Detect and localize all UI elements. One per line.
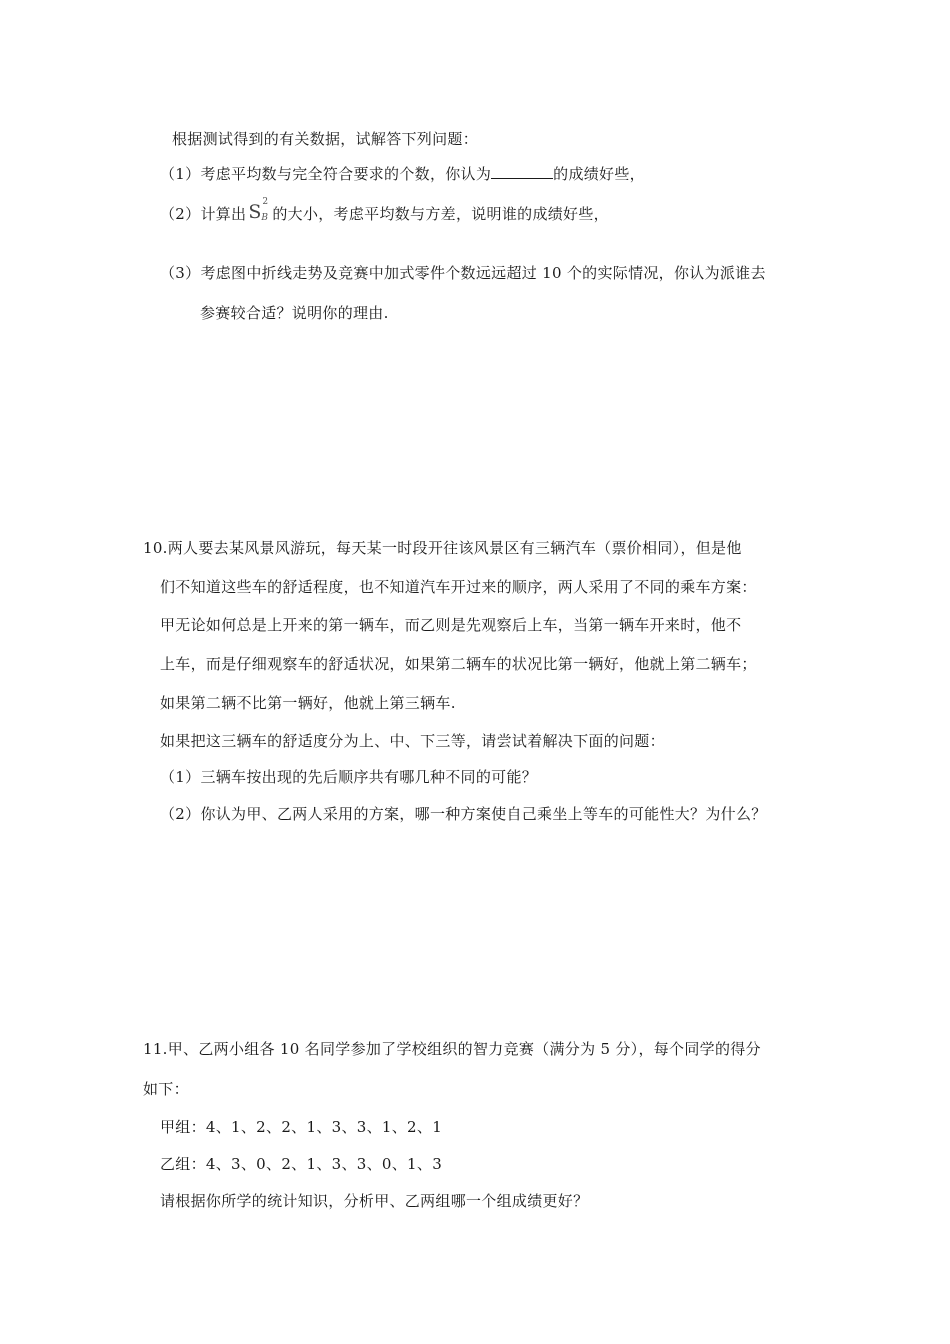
q10-line2: 们不知道这些车的舒适程度，也不知道汽车开过来的顺序，两人采用了不同的乘车方案： <box>160 578 757 596</box>
q10-line3: 甲无论如何总是上开来的第一辆车，而乙则是先观察后上车，当第一辆车开来时，他不 <box>160 616 742 634</box>
q9-part2-text-after: 的大小，考虑平均数与方差，说明谁的成绩好些， <box>272 205 609 223</box>
q11-group-yi-scores: 乙组：4、3、0、2、1、3、3、0、1、3 <box>160 1155 443 1173</box>
q9-part1-text-after: 的成绩好些， <box>553 165 645 183</box>
q9-part3-line2: 参赛较合适？说明你的理由. <box>200 304 389 322</box>
q9-part3-line1: （3）考虑图中折线走势及竞赛中加式零件个数远远超过 10 个的实际情况，你认为派谁去 <box>160 264 766 282</box>
q10-line4: 上车，而是仔细观察车的舒适状况，如果第二辆车的状况比第一辆好，他就上第二辆车； <box>160 655 757 673</box>
q10-line1: 10.两人要去某风景风游玩，每天某一时段开往该风景区有三辆汽车（票价相同），但是他 <box>143 539 742 557</box>
q9-part2-text-before: （2）计算出 <box>160 205 247 223</box>
q10-part2: （2）你认为甲、乙两人采用的方案，哪一种方案使自己乘坐上等车的可能性大？为什么？ <box>160 805 767 823</box>
q11-line2: 如下： <box>143 1080 189 1098</box>
q9-part2 <box>160 197 609 224</box>
q10-part1: （1）三辆车按出现的先后顺序共有哪几种不同的可能？ <box>160 768 538 786</box>
q9-part1-text-before: （1）考虑平均数与完全符合要求的个数，你认为 <box>160 165 492 183</box>
variance-symbol: S 2 B <box>248 197 269 223</box>
q10-line5: 如果第二辆不比第一辆好，他就上第三辆车. <box>160 694 456 712</box>
q9-intro: 根据测试得到的有关数据，试解答下列问题： <box>172 130 479 148</box>
answer-blank[interactable] <box>491 164 553 179</box>
q9-part1 <box>160 163 645 184</box>
q11-group-jia-scores: 甲组：4、1、2、2、1、3、3、1、2、1 <box>160 1118 443 1136</box>
q11-question: 请根据你所学的统计知识，分析甲、乙两组哪一个组成绩更好？ <box>160 1192 589 1210</box>
q11-line1: 11.甲、乙两小组各 10 名同学参加了学校组织的智力竞赛（满分为 5 分），每个同学的得分 <box>143 1040 761 1058</box>
q10-line6: 如果把这三辆车的舒适度分为上、中、下三等，请尝试着解决下面的问题： <box>160 732 665 750</box>
